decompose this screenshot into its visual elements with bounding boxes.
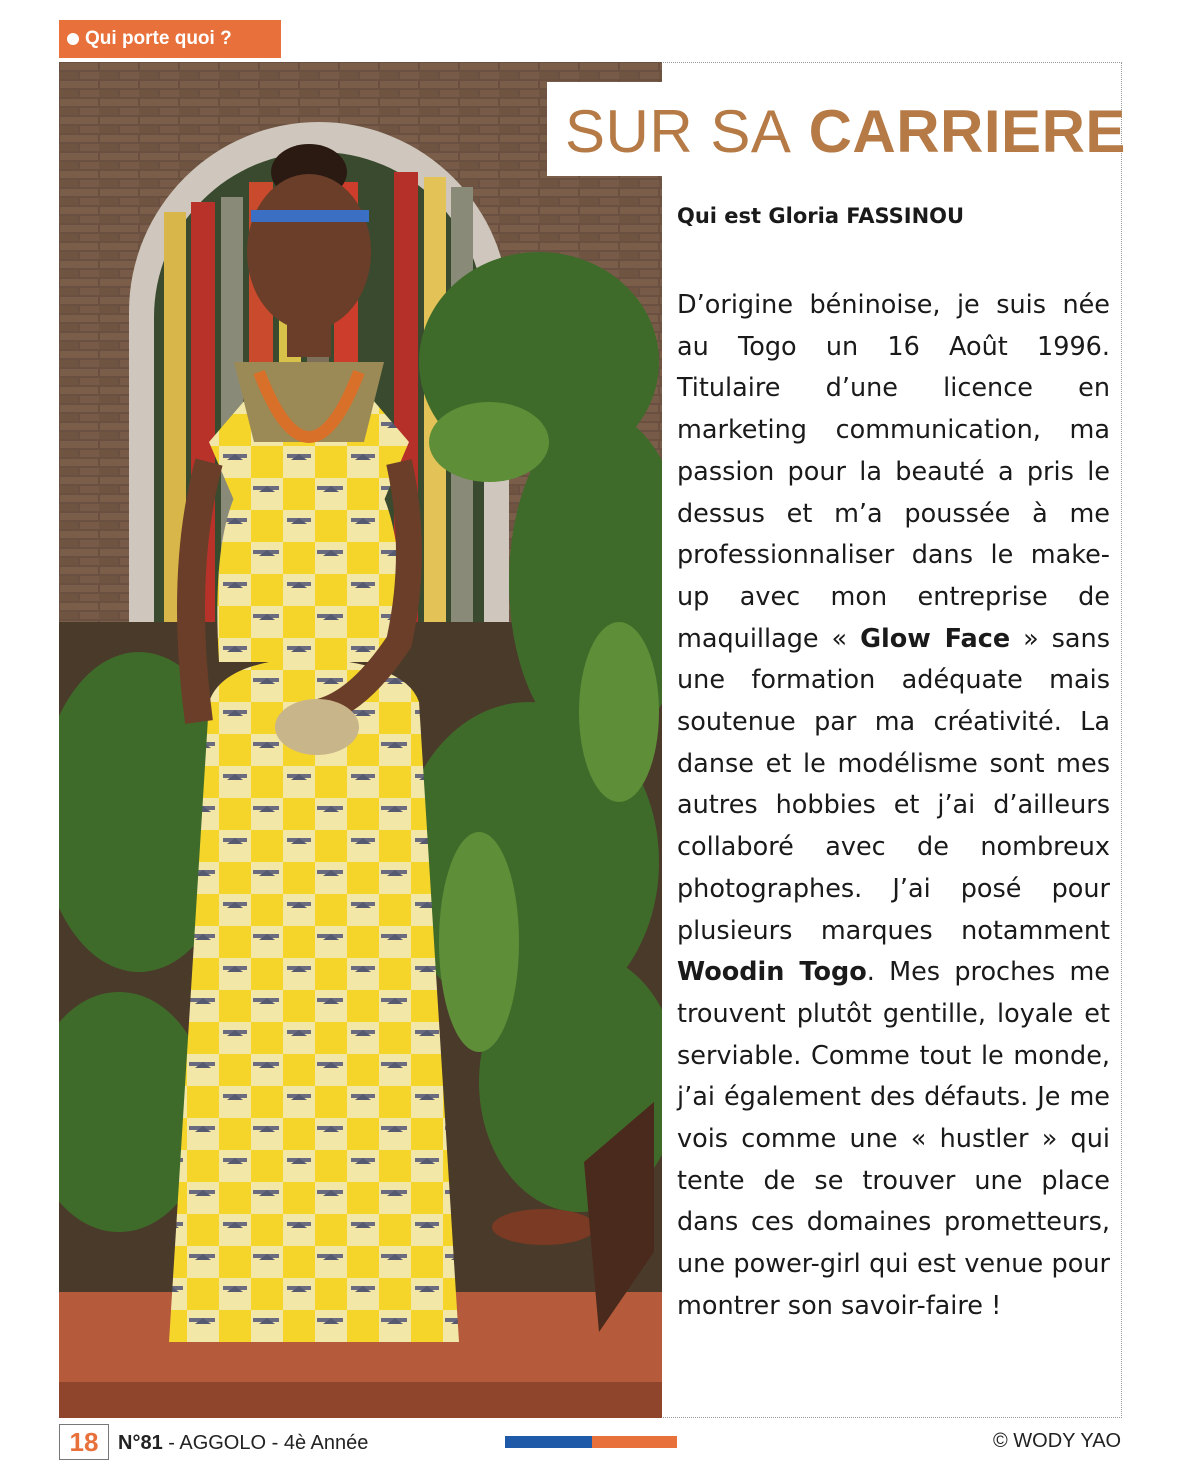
issue-details: - AGGOLO - 4è Année	[162, 1432, 369, 1454]
body-text-part-3: . Mes proches me trouvent plutôt gentille, loyale et serviable. Comme tout le monde, j’ai également des défauts. Je me vois comme une « hustler » qui tente de se trouver une place dans ces domaines prometteurs, une power-girl qui est venue pour montrer son savoir-faire !	[677, 957, 1110, 1321]
bullet-icon	[67, 33, 79, 45]
portrait-photo	[59, 62, 662, 1418]
article-title	[565, 96, 1126, 168]
footer-bar-orange	[592, 1436, 677, 1448]
body-text-part-1: D’origine béninoise, je suis née au Togo un 16 Août 1996. Titulaire d’une licence en marketing communication, ma passion pour la beauté a pris le dessus et m’a poussée à me professionnaliser dans le make-up avec mon entreprise de maquillage «	[677, 290, 1110, 654]
body-text-part-2: » sans une formation adéquate mais soutenue par ma créativité. La danse et le modélisme sont mes autres hobbies et j’ai d’ailleurs collaboré avec de nombreux photographes. J’ai posé pour plusieurs marques notamment	[677, 623, 1111, 946]
section-tag	[59, 20, 281, 58]
page-footer	[0, 1424, 1181, 1464]
brand-glow-face: Glow Face	[860, 623, 1011, 654]
section-tag-label: Qui porte quoi ?	[85, 28, 232, 49]
photo-credit: © WODY YAO	[993, 1430, 1122, 1452]
title-part-2: CARRIERE	[808, 98, 1126, 165]
issue-number: N°81	[118, 1432, 163, 1454]
brand-woodin-togo: Woodin Togo	[677, 957, 867, 988]
article-subheading: Qui est Gloria FASSINOU	[677, 204, 965, 228]
article-body	[677, 285, 1110, 1328]
title-part-1: SUR SA	[565, 98, 792, 165]
issue-info	[118, 1432, 368, 1455]
footer-bar-blue	[505, 1436, 592, 1448]
page-number: 18	[59, 1424, 109, 1460]
